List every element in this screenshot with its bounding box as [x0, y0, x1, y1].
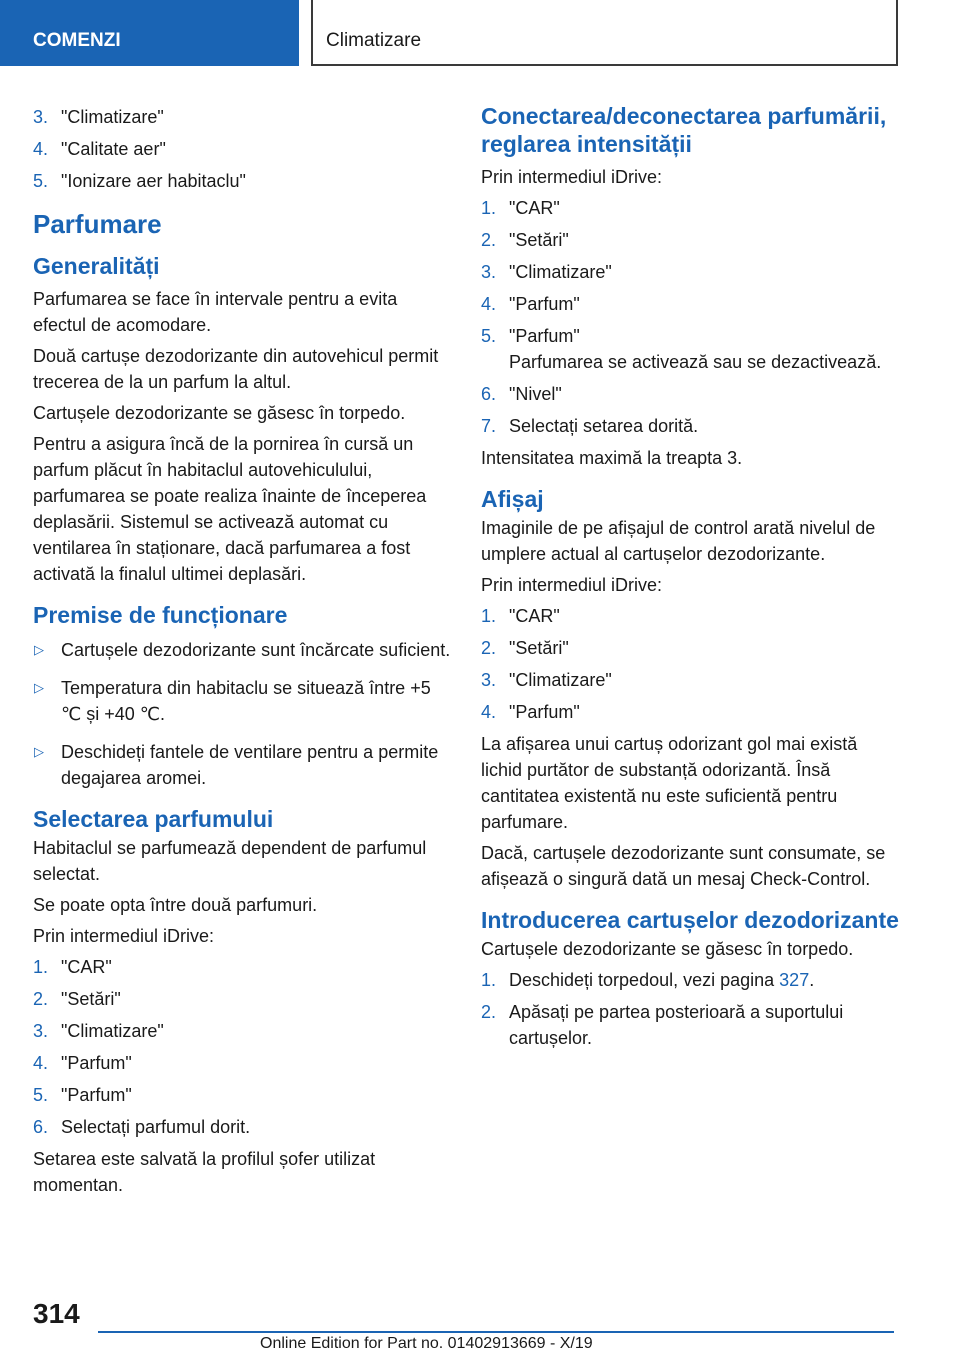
list-text: "Parfum" — [509, 294, 580, 314]
list-number: 4. — [33, 139, 49, 159]
list-item — [481, 699, 901, 725]
list-item — [481, 291, 901, 317]
list-text: "Climatizare" — [509, 262, 612, 282]
triangle-right-icon: ▷ — [34, 744, 44, 759]
footer-edition: Online Edition for Part no. 01402913669 - X/19 — [260, 1335, 593, 1352]
heading-introducere: Introducerea cartușelor dezodorizante — [481, 907, 899, 933]
list-text: "CAR" — [61, 957, 112, 977]
list-number: 5. — [33, 1085, 49, 1105]
list-text: "Climatizare" — [61, 1021, 164, 1041]
list-number: 5. — [481, 326, 497, 346]
heading-afisaj: Afișaj — [481, 486, 544, 512]
paragraph: Se poate opta între două parfumuri. — [33, 895, 318, 915]
triangle-right-icon: ▷ — [34, 680, 44, 695]
list-item — [33, 1114, 453, 1140]
list-item — [33, 168, 453, 194]
list-item — [481, 603, 901, 629]
heading-parfumare: Parfumare — [33, 209, 162, 239]
list-number: 2. — [481, 638, 497, 658]
paragraph: Prin intermediul iDrive: — [481, 167, 663, 187]
chapter-title: Climatizare — [326, 30, 422, 51]
list-text: Selectați setarea dorită. — [509, 416, 699, 436]
list-item — [33, 104, 453, 130]
list-text: "Parfum" — [509, 702, 580, 722]
list-number: 4. — [481, 702, 497, 722]
list-text: "Setări" — [509, 638, 569, 658]
list-number: 3. — [33, 1021, 49, 1041]
page-number: 314 — [33, 1298, 80, 1329]
heading-premise: Premise de funcționare — [33, 602, 288, 628]
list-number: 2. — [481, 1002, 497, 1022]
list-item — [481, 323, 901, 375]
page-link[interactable]: 327 — [779, 970, 810, 990]
paragraph: Două cartușe dezodorizante din autovehicul permit trecerea de la un parfum la altul. — [33, 346, 439, 392]
list-item — [481, 967, 901, 993]
list-item — [33, 739, 453, 791]
introducere-list — [481, 967, 901, 1051]
list-text: "Nivel" — [509, 384, 562, 404]
list-item — [33, 1050, 453, 1076]
list-item — [481, 259, 901, 285]
list-text: "Setări" — [61, 989, 121, 1009]
paragraph: Prin intermediul iDrive: — [481, 575, 663, 595]
left-column — [33, 100, 453, 1203]
list-text: Deschideți torpedoul, vezi pagina — [509, 970, 780, 990]
list-number: 1. — [481, 606, 497, 626]
list-item — [481, 635, 901, 661]
list-subtext: Parfumarea se activează sau se dezactivează. — [509, 352, 882, 372]
afisaj-list — [481, 603, 901, 725]
list-text: "Parfum" — [509, 326, 580, 346]
list-item — [33, 954, 453, 980]
list-item — [33, 1082, 453, 1108]
selectare-list — [33, 954, 453, 1140]
paragraph: Cartușele dezodorizante se găsesc în torpedo. — [33, 403, 406, 423]
list-text: "Calitate aer" — [61, 139, 166, 159]
paragraph: Parfumarea se face în intervale pentru a evita efectul de acomodare. — [33, 289, 398, 335]
list-number: 2. — [481, 230, 497, 250]
top-list — [33, 104, 453, 194]
list-number: 6. — [481, 384, 497, 404]
list-item — [33, 675, 453, 727]
right-column — [481, 100, 901, 1057]
list-text: Deschideți fantele de ventilare pentru a permite degajarea aromei. — [61, 742, 439, 788]
list-number: 6. — [33, 1117, 49, 1137]
heading-selectare: Selectarea parfumului — [33, 806, 274, 832]
section-tab — [0, 0, 299, 66]
list-number: 3. — [481, 670, 497, 690]
list-item — [33, 986, 453, 1012]
chapter-header — [311, 0, 898, 66]
list-item — [481, 195, 901, 221]
paragraph: Dacă, cartușele dezodorizante sunt consumate, se afișează o singură dată un mesaj Check-Control. — [481, 843, 886, 889]
list-text: Selectați parfumul dorit. — [61, 1117, 251, 1137]
list-item — [33, 136, 453, 162]
list-text: "CAR" — [509, 606, 560, 626]
footer-divider — [98, 1331, 894, 1333]
list-item — [481, 227, 901, 253]
list-number: 3. — [33, 107, 49, 127]
list-number: 2. — [33, 989, 49, 1009]
list-item — [33, 1018, 453, 1044]
list-number: 4. — [33, 1053, 49, 1073]
list-text: "Setări" — [509, 230, 569, 250]
paragraph: Pentru a asigura încă de la pornirea în cursă un parfum plăcut în habitaclul autovehiculului, parfumarea se poate realiza înainte de începerea deplasării. Sistemul se activează automat cu ventilarea în staționare, dacă parfumarea a fost activată la finalul ultimei deplasări. — [33, 434, 427, 584]
list-text: "Climatizare" — [61, 107, 164, 127]
list-number: 4. — [481, 294, 497, 314]
section-label: COMENZI — [33, 30, 121, 51]
list-item — [481, 381, 901, 407]
list-number: 7. — [481, 416, 497, 436]
list-text: Cartușele dezodorizante sunt încărcate suficient. — [61, 640, 451, 660]
paragraph: Setarea este salvată la profilul șofer utilizat momentan. — [33, 1149, 376, 1195]
paragraph: Intensitatea maximă la treapta 3. — [481, 448, 743, 468]
list-item — [481, 413, 901, 439]
list-text: Temperatura din habitaclu se situează între +5 ℃ și +40 ℃. — [61, 678, 431, 724]
list-number: 1. — [481, 970, 497, 990]
list-text: Apăsați pe partea posterioară a suportului cartușelor. — [509, 1002, 844, 1048]
list-item — [481, 667, 901, 693]
heading-generalitati: Generalități — [33, 253, 160, 279]
triangle-right-icon: ▷ — [34, 642, 44, 657]
paragraph: Habitaclul se parfumează dependent de parfumul selectat. — [33, 838, 427, 884]
paragraph: Cartușele dezodorizante se găsesc în torpedo. — [481, 939, 854, 959]
conectare-list — [481, 195, 901, 439]
paragraph: Prin intermediul iDrive: — [33, 926, 215, 946]
premise-list — [33, 637, 453, 791]
list-text: "Parfum" — [61, 1085, 132, 1105]
heading-conectare: Conectarea/deconectarea parfumării, reglarea intensității — [481, 103, 887, 157]
list-text: "Parfum" — [61, 1053, 132, 1073]
paragraph: La afișarea unui cartuș odorizant gol mai există lichid purtător de substanță odorizantă. Însă cantitatea existentă nu este suficientă pentru parfumare. — [481, 734, 858, 832]
list-number: 1. — [481, 198, 497, 218]
list-number: 3. — [481, 262, 497, 282]
list-number: 5. — [33, 171, 49, 191]
paragraph: Imaginile de pe afișajul de control arată nivelul de umplere actual al cartușelor dezodorizante. — [481, 518, 876, 564]
list-number: 1. — [33, 957, 49, 977]
list-text-end: . — [809, 970, 815, 990]
list-text: "CAR" — [509, 198, 560, 218]
list-item — [481, 999, 901, 1051]
list-text: "Ionizare aer habitaclu" — [61, 171, 246, 191]
list-item — [33, 637, 453, 663]
list-text: "Climatizare" — [509, 670, 612, 690]
